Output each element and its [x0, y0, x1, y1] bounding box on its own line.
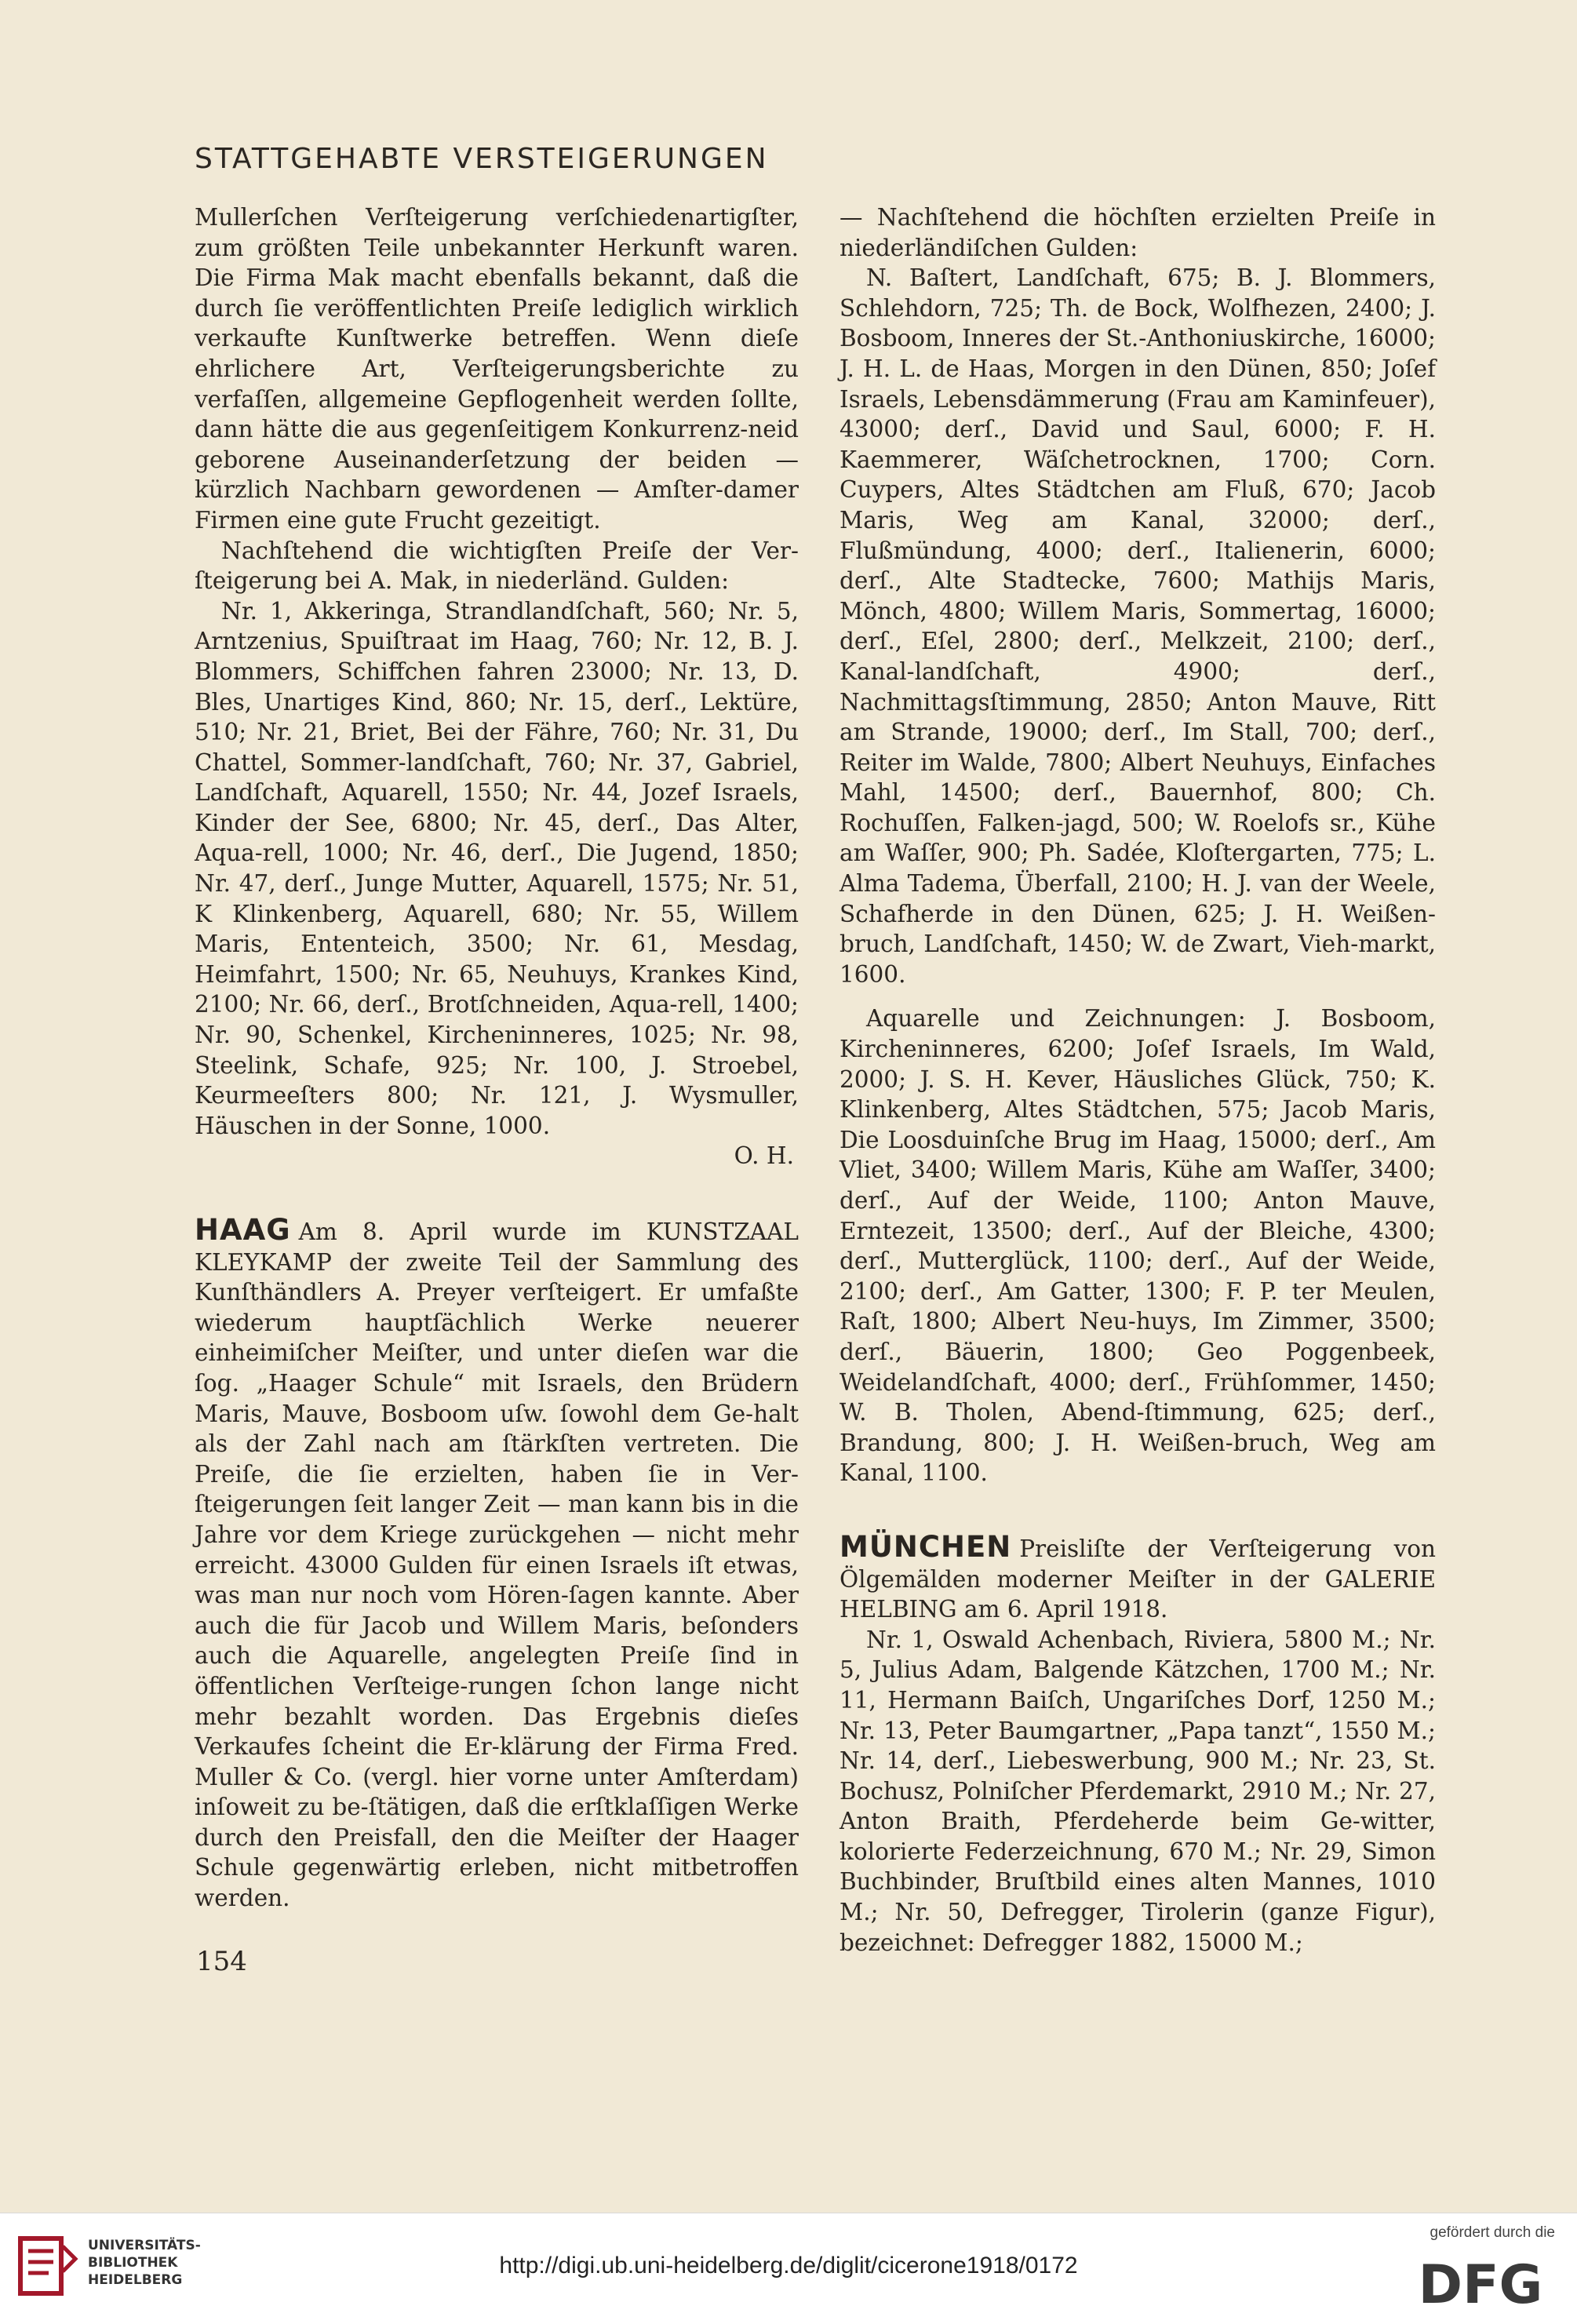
- left-column: [195, 202, 799, 1914]
- watercolor-paragraph: Aquarelle und Zeichnungen: J. Bosboom, Kircheninneres, 6200; Joſef Israels, Im Wald, 2000; J. S. H. Kever, Häusliches Glück, 750; K. Klinkenberg, Altes Städtchen, 575; Jacob Maris, Die Loosduinſche Brug im Haag, 15000; derſ., Am Vliet, 3400; Willem Maris, Kühe am Waſſer, 3400; derſ., Auf der Weide, 1100; Anton Mauve, Erntezeit, 13500; derſ., Auf der Bleiche, 4300; derſ., Mutterglück, 1100; derſ., Auf der Weide, 2100; derſ., Am Gatter, 1300; F. P. ter Meulen, Raſt, 1800; Albert Neu-huys, Im Zimmer, 3500; derſ., Bäuerin, 1800; Geo Poggenbeek, Weidelandſchaft, 4000; derſ., Frühſommer, 1450; W. B. Tholen, Abend-ſtimmung, 625; derſ., Brandung, 800; J. H. Weißen-bruch, Weg am Kanal, 1100.: [839, 1005, 1436, 1487]
- section-heading-haag: HAAG: [195, 1213, 291, 1247]
- section-heading-muenchen: MÜNCHEN: [839, 1529, 1012, 1564]
- dfg-logo-icon: [1406, 2256, 1555, 2311]
- running-head: STATTGEHABTE VERSTEIGERUNGEN: [195, 143, 769, 175]
- price-list-paragraph: Nr. 1, Akkeringa, Strandlandſchaft, 560; Nr. 5, Arntzenius, Spuiſtraat im Haag, 760; Nr. 12, B. J. Blommers, Schiffchen fahren 23000; Nr. 13, D. Bles, Unartiges Kind, 860; Nr. 15, derſ., Lektüre, 510; Nr. 21, Briet, Bei der Fähre, 760; Nr. 31, Du Chattel, Sommer-landſchaft, 760; Nr. 37, Gabriel, Landſchaft, Aquarell, 1550; Nr. 44, Jozef Israels, Kinder der See, 6800; Nr. 45, derſ., Das Alter, Aqua-rell, 1000; Nr. 46, derſ., Die Jugend, 1850; Nr. 47, derſ., Junge Mutter, Aquarell, 1575; Nr. 51, K Klinkenberg, Aquarell, 680; Nr. 55, Willem Maris, Ententeich, 3500; Nr. 61, Mesdag, Heimfahrt, 1500; Nr. 65, Neuhuys, Krankes Kind, 2100; Nr. 66, derſ., Brotſchneiden, Aqua-rell, 1400; Nr. 90, Schenkel, Kircheninneres, 1025; Nr. 98, Steelink, Schafe, 925; Nr. 100, J. Stroebel, Keurmeeſters 800; Nr. 121, J. Wysmuller, Häuschen in der Sonne, 1000.: [195, 597, 799, 1139]
- muenchen-text: Preisliſte der Verſteigerung von Ölgemälden moderner Meiſter in der GALERIE HELBING am 6. April 1918.: [839, 1535, 1436, 1623]
- funded-by-label: gefördert durch die: [1429, 2224, 1555, 2241]
- price-list-paragraph: N. Baſtert, Landſchaft, 675; B. J. Blommers, Schlehdorn, 725; Th. de Bock, Wolfhezen, 2400; J. Bosboom, Inneres der St.-Anthoniuskirche, 16000; J. H. L. de Haas, Morgen in den Dünen, 850; Joſef Israels, Lebensdämmerung (Frau am Kaminfeuer), 43000; derſ., David und Saul, 6000; F. H. Kaemmerer, Wäſchetrocknen, 1700; Corn. Cuypers, Altes Städtchen am Fluß, 670; Jacob Maris, Weg am Kanal, 32000; derſ., Flußmündung, 4000; derſ., Italienerin, 6000; derſ., Alte Stadtecke, 7600; Mathijs Maris, Mönch, 4800; Willem Maris, Sommertag, 16000; derſ., Eſel, 2800; derſ., Melkzeit, 2100; derſ., Kanal-landſchaft, 4900; derſ., Nachmittagsſtimmung, 2850; Anton Mauve, Ritt am Strande, 19000; derſ., Im Stall, 700; derſ., Reiter im Walde, 7800; Albert Neuhuys, Einfaches Mahl, 14500; derſ., Bauernhof, 800; Ch. Rochuſſen, Falken-jagd, 500; W. Roelofs sr., Kühe am Waſſer, 900; Ph. Sadée, Kloſtergarten, 775; L. Alma Tadema, Überfall, 2100; H. J. van der Weele, Schafherde in den Dünen, 625; J. H. Weißen-bruch, Landſchaft, 1450; W. de Zwart, Vieh-markt, 1600.: [839, 264, 1436, 988]
- paragraph: — Nachſtehend die höchſten erzielten Preiſe in niederländiſchen Gulden:: [839, 204, 1436, 261]
- right-column: [839, 202, 1436, 1958]
- author-signature: O. H.: [734, 1142, 794, 1170]
- permalink-url[interactable]: http://digi.ub.uni-heidelberg.de/diglit/cicerone1918/0172: [499, 2253, 1078, 2278]
- price-list-paragraph: Nr. 1, Oswald Achenbach, Riviera, 5800 M.; Nr. 5, Julius Adam, Balgende Kätzchen, 1700 M.; Nr. 11, Hermann Baiſch, Ungariſches Dorf, 1250 M.; Nr. 13, Peter Baumgartner, „Papa tanzt“, 1550 M.; Nr. 14, derſ., Liebeswerbung, 900 M.; Nr. 23, St. Bochusz, Polniſcher Pferdemarkt, 2910 M.; Nr. 27, Anton Braith, Pferdeherde beim Ge-witter, kolorierte Federzeichnung, 670 M.; Nr. 29, Simon Buchbinder, Bruſtbild eines alten Mannes, 1010 M.; Nr. 50, Defregger, Tirolerin (ganze Figur), bezeichnet: Defregger 1882, 15000 M.;: [839, 1626, 1436, 1956]
- institution-name: UNIVERSITÄTS- BIBLIOTHEK HEIDELBERG: [88, 2238, 201, 2288]
- page-number: 154: [196, 1946, 247, 1977]
- haag-section: [195, 1215, 799, 1914]
- haag-text: Am 8. April wurde im KUNSTZAAL KLEYKAMP der zweite Teil der Sammlung des Kunſthändlers A. Preyer verſteigert. Er umfaßte wiederum hauptſächlich Werke neuerer einheimiſcher Meiſter, und unter dieſen war die ſog. „Haager Schule“ mit Israels, den Brüdern Maris, Mauve, Bosboom uſw. ſowohl dem Ge-halt als der Zahl nach am ſtärkſten vertreten. Die Preiſe, die ſie erzielten, haben ſie in Ver-ſteigerungen ſeit langer Zeit — man kann bis in die Jahre vor dem Kriege zurückgehen — nicht mehr erreicht. 43000 Gulden für einen Israels iſt etwas, was man nur noch vom Hören-ſagen kannte. Aber auch die für Jacob und Willem Maris, beſonders auch die Aquarelle, angelegten Preiſe ſind in öffentlichen Verſteige-rungen ſchon lange nicht mehr bezahlt worden. Das Ergebnis dieſes Verkaufes ſcheint die Er-klärung der Firma Fred. Muller & Co. (vergl. hier vorne unter Amſterdam) inſoweit zu be-ſtätigen, daß die erſtklaſſigen Werke durch den Preisfall, den die Meiſter der Haager Schule gegenwärtig erleben, nicht mitbetroffen werden.: [195, 1218, 799, 1912]
- paragraph: Nachſtehend die wichtigſten Preiſe der Ver-ſteigerung bei A. Mak, in niederländ. Gulden:: [195, 537, 799, 595]
- paragraph: Mullerſchen Verſteigerung verſchiedenartigſter, zum größten Teile unbekannter Herkunft waren. Die Firma Mak macht ebenfalls bekannt, daß die durch ſie veröffentlichten Preiſe lediglich wirklich verkaufte Kunſtwerke betreffen. Wenn dieſe ehrlichere Art, Verſteigerungsberichte zu verfaſſen, allgemeine Gepflogenheit werden ſollte, dann hätte die aus gegenſeitigem Konkurrenz-neid geborene Auseinanderſetzung der beiden — kürzlich Nachbarn gewordenen — Amſter-damer Firmen eine gute Frucht gezeitigt.: [195, 204, 799, 534]
- muenchen-section: [839, 1529, 1436, 1625]
- viewer-footer: [0, 2213, 1577, 2324]
- svg-text:DFG: DFG: [1418, 2256, 1543, 2311]
